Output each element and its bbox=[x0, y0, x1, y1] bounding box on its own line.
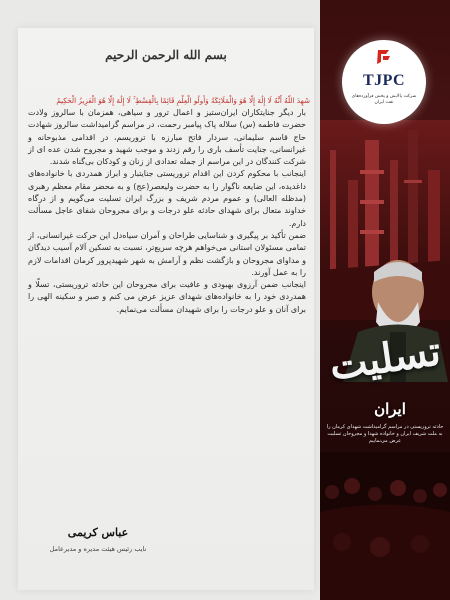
signature-title: نایب رئیس هیئت مدیره و مدیرعامل bbox=[49, 545, 147, 553]
banner-title: تسلیت bbox=[326, 327, 444, 390]
banner-condolence-text: حادثه تروریستی در مراسم گرامیداشت شهدای کرمان را به ملت شریف ایران و خانواده شهدا و مجروحان تسلیت عرض می‌نماییم bbox=[326, 424, 444, 444]
company-logo bbox=[342, 40, 426, 124]
paragraph-2: اینجانب با محکوم کردن این اقدام تروریستی جنایتبار و ابراز همدردی با خانواده‌های داغدیده، این ضایعه ناگوار را به حضرت ولیعصر(عج) و به محضر مقام معظم رهبری (مدظله العالی) و عموم مردم شریف و بزرگ ایران تسلیت می‌گویم و از درگاه خداوند متعال برای شهدای حادثه علو درجات و برای مجروحان شفای عاجل مسألت دارم. bbox=[28, 169, 306, 228]
paragraph-1: بار دیگر جنایتکاران ایران‌ستیز و اعمال ترور و سیاهی، همزمان با سالروز ولادت حضرت فاطمه (س) سلاله پاک پیامبر رحمت، در مراسم گرامیداشت سالروز شهادت حاج قاسم سلیمانی، سردار فاتح مبارزه با تروریسم، در اقدامی مذبوحانه و غیرانسانی، جنایت تأسف باری را رقم زدند و موجب شهید و مجروح شدن عده ای از شرکت کنندگان در این مراسم از جمله تعدادی از زنان و کودکان بی‌گناه شدند. bbox=[28, 108, 306, 167]
signature-name: عباس کریمی bbox=[67, 526, 129, 539]
quran-verse: شَهِدَ اللَّهُ أَنَّهُ لَا إِلَٰهَ إِلَّا هُوَ وَالْمَلَائِكَةُ وَأُولُو الْعِلْمِ قَائِمًا بِالْقِسْطِ ۚ لَا إِلَٰهَ إِلَّا هُوَ الْعَزِيزُ الْحَكِيمُ bbox=[56, 96, 310, 105]
logo-subtitle: شرکت پالایش و پخش فرآورده‌های نفت ایران bbox=[351, 94, 417, 105]
paragraph-4: اینجانب ضمن آرزوی بهبودی و عافیت برای مجروحان این حادثه تروریستی، تسلّا و همدردی خود را به خانواده‌های شهدای عزیز عرض می کنم و صبر و سکینه الهی را برای آنان و علو درجات را برای شهیدان مسألت می‌نمایم. bbox=[28, 280, 306, 314]
letter-body bbox=[28, 107, 306, 316]
signature-block bbox=[38, 526, 158, 553]
bismillah-heading: بسم الله الرحمن الرحیم bbox=[105, 48, 227, 62]
flame-icon bbox=[375, 48, 393, 66]
crowd-image bbox=[320, 452, 450, 600]
condolence-banner bbox=[320, 0, 450, 600]
logo-text: TJPC bbox=[363, 72, 405, 89]
banner-country: ایران bbox=[374, 400, 406, 418]
paragraph-3: ضمن تأکید بر پیگیری و شناسایی طراحان و آمران سیاه‌دل این حرکت غیرانسانی، از تمامی مسئولان استانی می‌خواهم هرچه سریع‌تر، نسبت به تسکین آلام آسیب دیدگان و مداوای مجروحان و بازگشت نظم و آرامش به شهر شهیدپرور کرمان اقدامات لازم را به عمل آورند. bbox=[28, 230, 306, 277]
letter-panel bbox=[18, 28, 314, 590]
